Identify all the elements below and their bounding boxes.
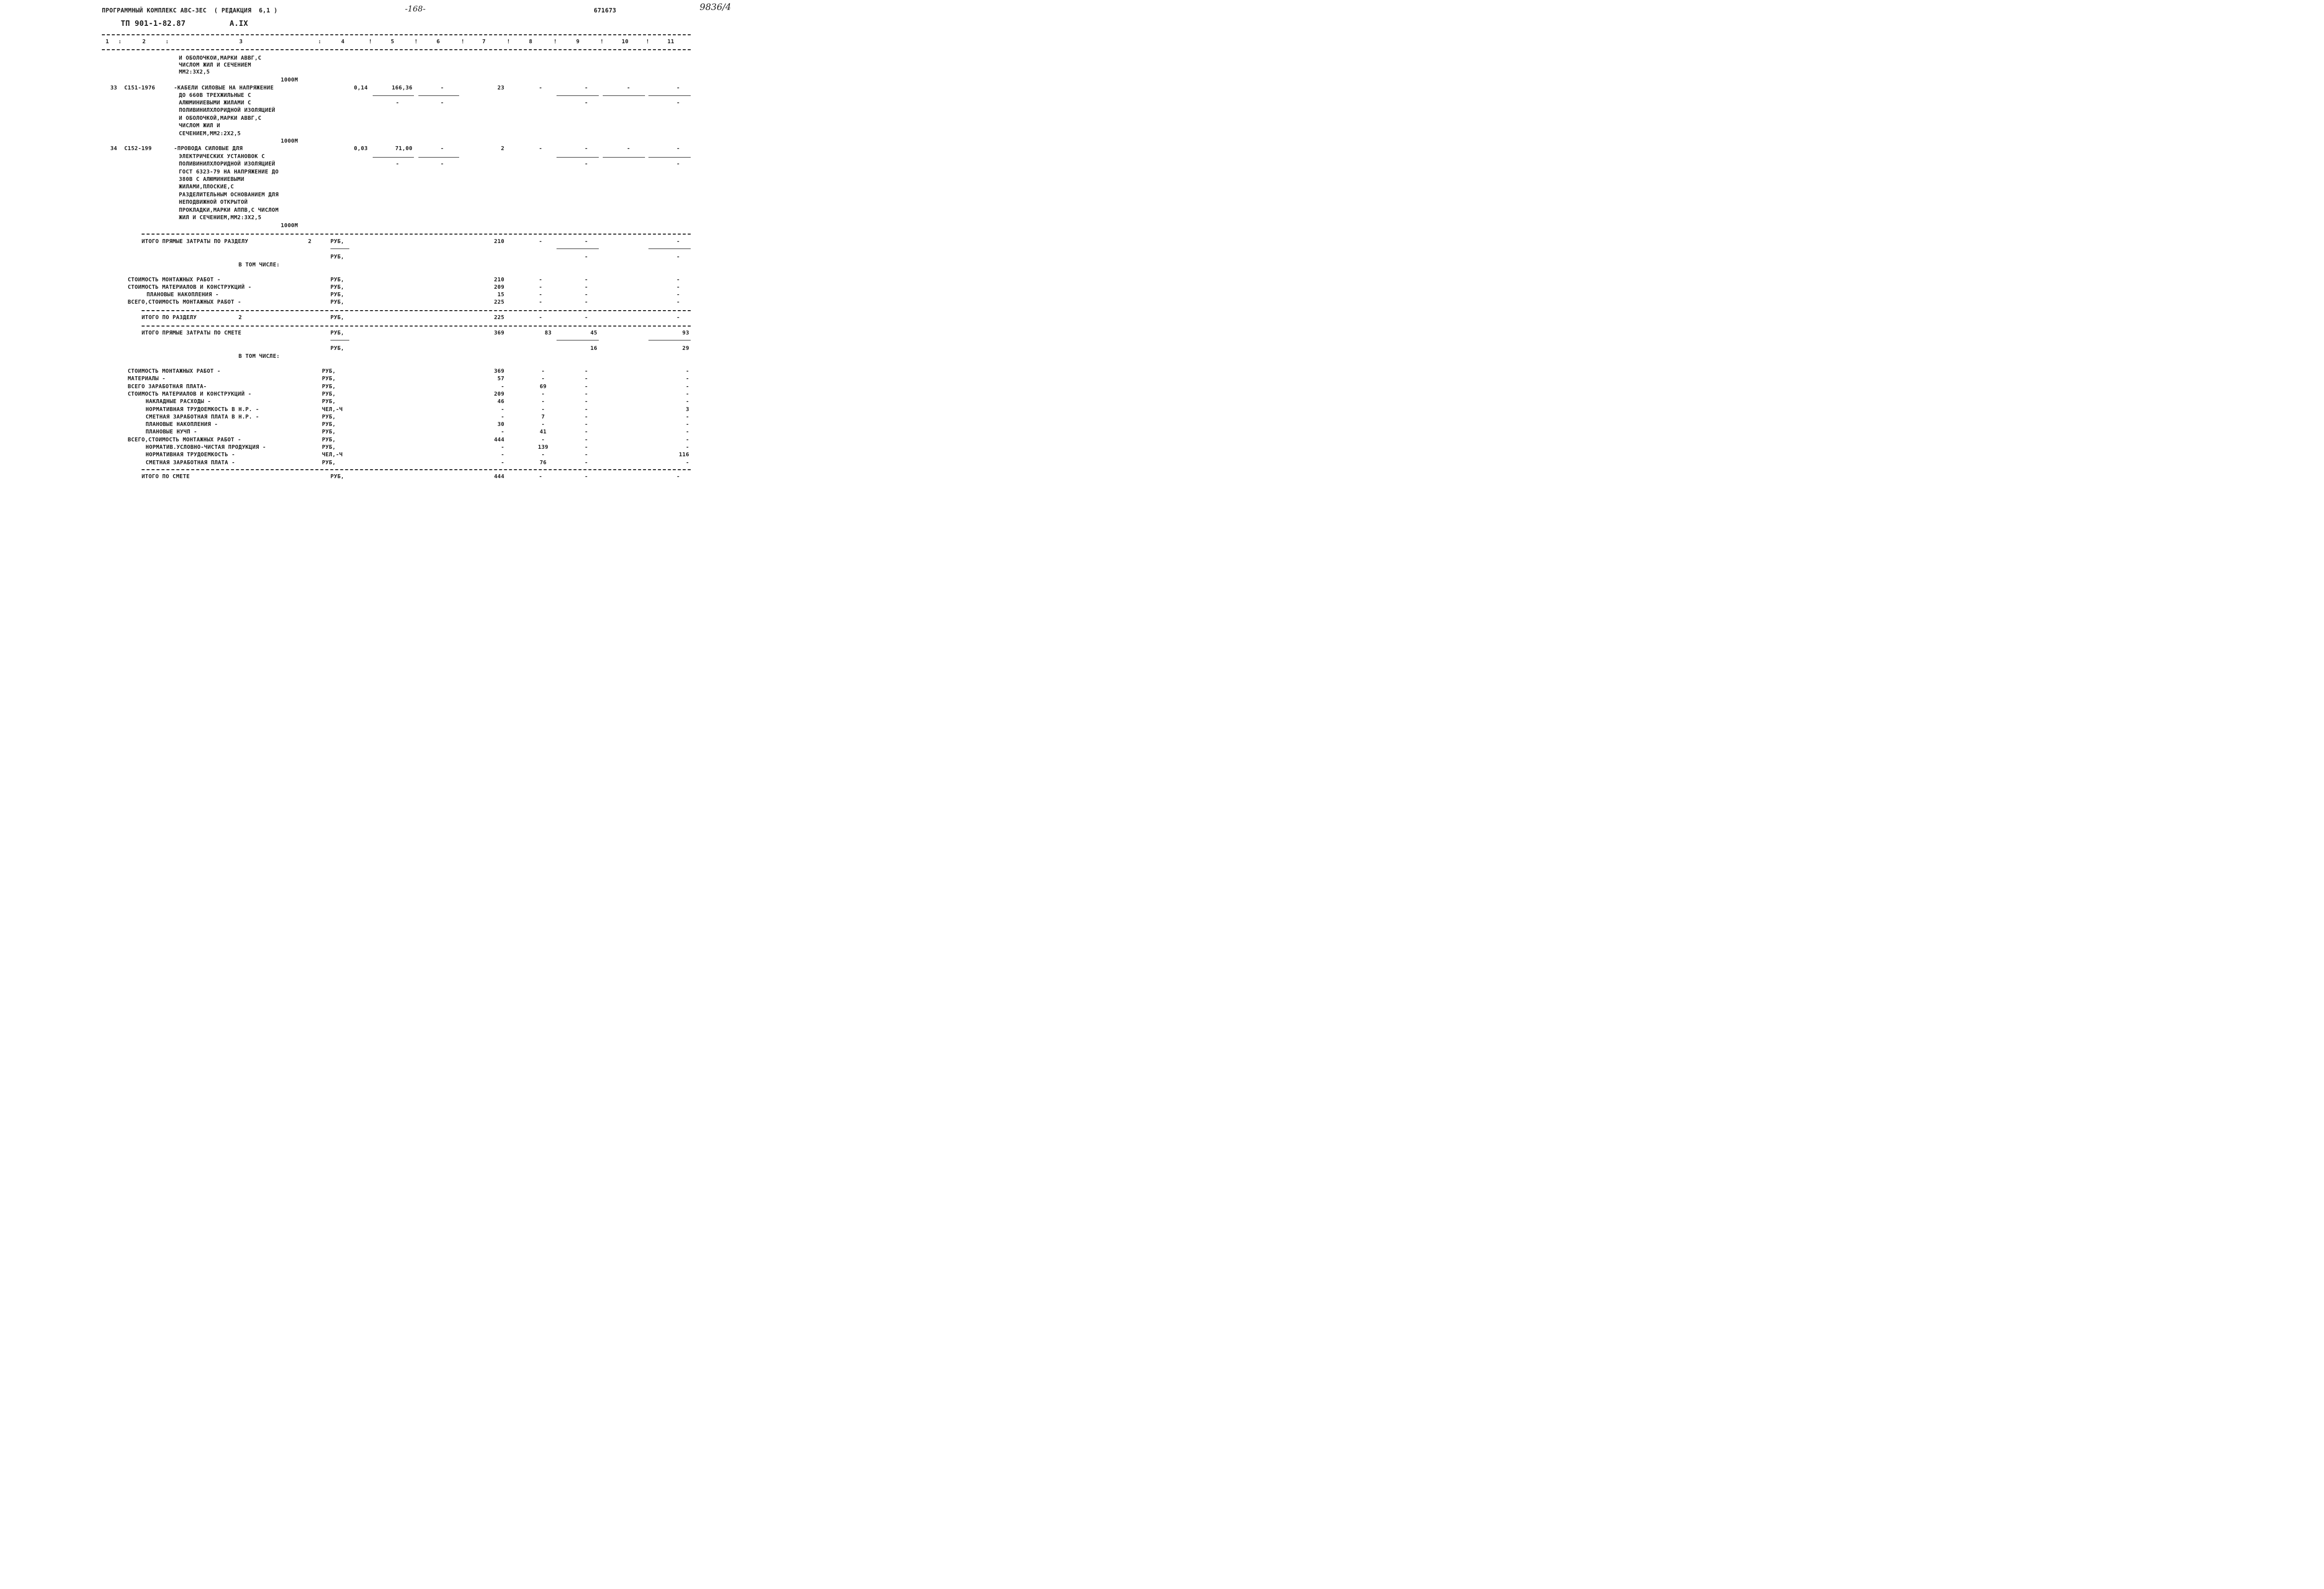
col-8-cell: - (539, 291, 543, 298)
col-sep: ! (414, 38, 418, 45)
col-7-cell: 225 (494, 314, 504, 321)
col-10-cell: - (627, 84, 631, 91)
col-9-sub-cell: - (584, 99, 588, 106)
col-2-header: 2 (142, 38, 146, 45)
col-7-cell: - (501, 459, 504, 466)
col-8-cell: - (539, 284, 543, 290)
cell-divider (418, 95, 459, 96)
handwritten-reference: 9836/4 (700, 2, 731, 12)
col-11-header: 11 (667, 38, 674, 45)
col-11-cell: 116 (679, 451, 689, 458)
breakdown-label: ПЛАНОВЫЕ НАКОПЛЕНИЯ - (147, 291, 219, 298)
col-1-header: 1 (105, 38, 109, 45)
section-total-rule (142, 310, 691, 311)
unit-cell: РУБ, (322, 398, 336, 405)
col-11-cell: - (676, 84, 680, 91)
col-11-cell: - (686, 375, 689, 382)
col-7-cell: 444 (494, 473, 504, 480)
col-3-header: 3 (239, 38, 243, 45)
col-sep: : (318, 38, 321, 45)
desc-line: СЕЧЕНИЕМ,ММ2:2Х2,5 (179, 130, 241, 137)
col-7-cell: 210 (494, 238, 504, 245)
col-8-cell: - (541, 421, 545, 427)
col-11-cell: - (676, 314, 680, 321)
col-sep: ! (369, 38, 372, 45)
col-9-cell: - (584, 473, 588, 480)
estimate-including-heading: В ТОМ ЧИСЛЕ: (239, 353, 280, 359)
col-9-cell: - (584, 383, 588, 390)
estimate-rule (142, 326, 691, 327)
col-11-cell: - (686, 444, 689, 450)
col-11-cell: - (686, 436, 689, 443)
header-rule-bottom (102, 49, 691, 50)
col-11-cell: - (686, 414, 689, 420)
breakdown-label: МАТЕРИАЛЫ - (128, 375, 166, 382)
col-8-cell: - (541, 391, 545, 397)
desc-line: ЧИСЛОМ ЖИЛ И (179, 122, 221, 129)
col-8-cell: - (539, 145, 543, 152)
section-including-heading: В ТОМ ЧИСЛЕ: (239, 261, 280, 268)
col-8-cell: 7 (541, 414, 545, 420)
unit-cell: РУБ, (322, 421, 336, 427)
col-7-cell: 15 (497, 291, 504, 298)
col-7-cell: - (501, 444, 504, 450)
breakdown-label: ВСЕГО ЗАРАБОТНАЯ ПЛАТА- (128, 383, 207, 390)
col-11-cell: - (676, 276, 680, 283)
col-7-cell: 444 (494, 436, 504, 443)
estimate-total-label: ИТОГО ПО СМЕТЕ (142, 473, 190, 480)
unit-cell: ЧЕЛ,-Ч (322, 406, 343, 413)
col-7-header: 7 (482, 38, 486, 45)
col-9-cell: - (584, 406, 588, 413)
col-4-header: 4 (341, 38, 345, 45)
section-number: 2 (308, 238, 312, 245)
col-5-sub-cell: - (396, 99, 400, 106)
section-rule (142, 234, 691, 235)
breakdown-label: ПЛАНОВЫЕ НУЧП - (146, 428, 197, 435)
cell-divider (648, 95, 691, 96)
col-6-header: 6 (436, 38, 440, 45)
col-8-header: 8 (529, 38, 533, 45)
breakdown-label: СМЕТНАЯ ЗАРАБОТНАЯ ПЛАТА В Н.Р. - (146, 414, 259, 420)
col-9-cell: - (584, 284, 588, 290)
col-6-sub-cell: - (440, 161, 444, 167)
col-separators: : (118, 38, 122, 45)
col-11-cell: - (676, 291, 680, 298)
unit-cell: РУБ, (330, 314, 344, 321)
col-6-cell: - (440, 84, 444, 91)
col-8-cell: - (539, 473, 543, 480)
item-number: 33 (110, 84, 117, 91)
col-11-cell: 3 (686, 406, 689, 413)
col-9-cell: - (584, 428, 588, 435)
desc-line: И ОБОЛОЧКОИ,МАРКИ АВВГ,С (179, 55, 262, 61)
section-direct-label: ИТОГО ПРЯМЫЕ ЗАТРАТЫ ПО РАЗДЕЛУ (142, 238, 248, 245)
album-number: А.IX (230, 19, 248, 28)
col-8-cell: - (541, 368, 545, 374)
col-8-cell: - (539, 238, 543, 245)
desc-line: ДО 660В ТРЕХЖИЛЬНЫЕ С (179, 92, 251, 98)
section-total-label: ИТОГО ПО РАЗДЕЛУ (142, 314, 197, 321)
col-11-cell: - (686, 383, 689, 390)
section-number: 2 (239, 314, 242, 321)
col-sep: ! (646, 38, 649, 45)
col-7-cell: - (501, 383, 504, 390)
col-11-cell: - (686, 368, 689, 374)
desc-line: 380В С АЛЮМИНИЕВЫМИ (179, 176, 244, 182)
breakdown-label: ПЛАНОВЫЕ НАКОПЛЕНИЯ - (146, 421, 218, 427)
col-9-cell: - (584, 451, 588, 458)
desc-line: ПОЛИВИНИЛХЛОРИДНОЙ ИЗОЛЯЦИЕЙ (179, 161, 275, 167)
desc-line: ПОЛИВИНИЛХЛОРИДНОЙ ИЗОЛЯЦИЕЙ (179, 107, 275, 113)
project-number: ТП 901-1-82.87 (121, 19, 186, 28)
unit-cell: РУБ, (322, 414, 336, 420)
unit-cell: ЧЕЛ,-Ч (322, 451, 343, 458)
col-5-cell: 71,00 (395, 145, 412, 152)
col-11-cell: - (686, 428, 689, 435)
col-9-cell: - (584, 391, 588, 397)
col-9-sub-cell: 16 (590, 345, 597, 351)
desc-unit: 1000М (281, 138, 298, 144)
item-code: С152-199 (124, 145, 152, 152)
desc-unit: 1000М (281, 222, 298, 229)
col-7-cell: 30 (497, 421, 504, 427)
desc-line: ЭЛЕКТРИЧЕСКИХ УСТАНОВОК С (179, 153, 265, 160)
cell-divider (648, 157, 691, 158)
col-9-cell: - (584, 291, 588, 298)
col-11-cell: - (676, 145, 680, 152)
col-6-sub-cell: - (440, 99, 444, 106)
col-8-cell: 76 (540, 459, 547, 466)
col-11-cell: - (686, 459, 689, 466)
col-6-cell: - (440, 145, 444, 152)
estimate-direct-label: ИТОГО ПРЯМЫЕ ЗАТРАТЫ ПО СМЕТЕ (142, 330, 241, 336)
col-8-cell: - (539, 84, 543, 91)
col-9-cell: - (584, 145, 588, 152)
estimate-total-rule (142, 469, 691, 470)
col-7-cell: 57 (497, 375, 504, 382)
cell-divider (557, 95, 599, 96)
desc-line: -ПРОВОДА СИЛОВЫЕ ДЛЯ (174, 145, 243, 152)
breakdown-label: СТОИМОСТЬ МОНТАЖНЫХ РАБОТ - (128, 276, 221, 283)
desc-line: ЧИСЛОМ ЖИЛ И СЕЧЕНИЕМ (179, 62, 251, 68)
col-7-cell: 209 (494, 284, 504, 290)
quantity-cell: 0,03 (354, 145, 368, 152)
col-7-cell: - (501, 428, 504, 435)
col-8-cell: - (539, 299, 543, 305)
col-11-cell: - (676, 238, 680, 245)
col-8-cell: - (539, 276, 543, 283)
unit-cell: РУБ, (322, 436, 336, 443)
col-7-cell: 2 (501, 145, 504, 152)
desc-line: ГОСТ 6323-79 НА НАПРЯЖЕНИЕ ДО (179, 168, 279, 175)
unit-cell: РУБ, (330, 291, 344, 298)
col-11-sub-cell: 29 (682, 345, 689, 351)
unit-cell: РУБ, (322, 375, 336, 382)
col-sep: : (165, 38, 169, 45)
col-8-cell: - (541, 436, 545, 443)
col-7-cell: 23 (497, 84, 504, 91)
unit-cell: РУБ, (322, 459, 336, 466)
unit-cell: РУБ, (322, 368, 336, 374)
col-8-cell: - (541, 406, 545, 413)
unit-cell: РУБ, (322, 444, 336, 450)
col-11-cell: - (686, 398, 689, 405)
col-5-header: 5 (391, 38, 395, 45)
program-header: ПРОГРАММНЫЙ КОМПЛЕКС АВС-3ЕС ( РЕДАКЦИЯ 6,1 ) (102, 7, 278, 14)
cell-divider (373, 95, 414, 96)
breakdown-label: ВСЕГО,СТОИМОСТЬ МОНТАЖНЫХ РАБОТ - (128, 436, 241, 443)
col-sep: ! (554, 38, 557, 45)
cell-divider (557, 157, 599, 158)
col-7-cell: - (501, 414, 504, 420)
col-11-cell: - (676, 473, 680, 480)
page-number: -168- (405, 4, 426, 13)
col-11-sub-cell: - (676, 161, 680, 167)
unit-cell: РУБ, (330, 330, 344, 336)
col-9-cell: - (584, 414, 588, 420)
col-9-cell: - (584, 368, 588, 374)
breakdown-label: НОРМАТИВНАЯ ТРУДОЕМКОСТЬ - (146, 451, 235, 458)
col-7-cell: - (501, 406, 504, 413)
col-9-cell: - (584, 238, 588, 245)
desc-line: НЕПОДВИЖНОЙ ОТКРЫТОЙ (179, 199, 248, 205)
cell-divider (373, 157, 414, 158)
breakdown-label: СТОИМОСТЬ МАТЕРИАЛОВ И КОНСТРУКЦИЙ - (128, 284, 252, 290)
col-7-cell: 210 (494, 276, 504, 283)
col-11-cell: - (686, 391, 689, 397)
col-8-cell: 83 (545, 330, 552, 336)
breakdown-label: НОРМАТИВ.УСЛОВНО-ЧИСТАЯ ПРОДУКЦИЯ - (146, 444, 266, 450)
breakdown-label: ВСЕГО,СТОИМОСТЬ МОНТАЖНЫХ РАБОТ - (128, 299, 241, 305)
col-10-header: 10 (622, 38, 629, 45)
col-9-cell: - (584, 436, 588, 443)
col-5-sub-cell: - (396, 161, 400, 167)
breakdown-label: НАКЛАДНЫЕ РАСХОДЫ - (146, 398, 211, 405)
cell-divider (418, 157, 459, 158)
col-11-sub-cell: - (676, 253, 680, 260)
unit-cell: РУБ, (330, 345, 344, 351)
document-code: 671673 (594, 7, 617, 14)
col-7-cell: 209 (494, 391, 504, 397)
breakdown-label: СТОИМОСТЬ МАТЕРИАЛОВ И КОНСТРУКЦИЙ - (128, 391, 252, 397)
breakdown-label: СМЕТНАЯ ЗАРАБОТНАЯ ПЛАТА - (146, 459, 235, 466)
col-10-cell: - (627, 145, 631, 152)
col-7-cell: 369 (494, 368, 504, 374)
col-9-sub-cell: - (584, 253, 588, 260)
header-rule-top (102, 34, 691, 35)
unit-cell: РУБ, (330, 284, 344, 290)
col-9-cell: - (584, 84, 588, 91)
unit-cell: РУБ, (330, 473, 344, 480)
unit-cell: РУБ, (322, 391, 336, 397)
breakdown-label: НОРМАТИВНАЯ ТРУДОЕМКОСТЬ В Н.Р. - (146, 406, 259, 413)
col-sep: ! (600, 38, 604, 45)
unit-cell: РУБ, (322, 428, 336, 435)
desc-line: ММ2:3Х2,5 (179, 69, 210, 75)
unit-cell: РУБ, (322, 383, 336, 390)
col-9-cell: - (584, 398, 588, 405)
col-9-header: 9 (576, 38, 580, 45)
col-9-cell: - (584, 276, 588, 283)
desc-line: ЖИЛАМИ,ПЛОСКИЕ,С (179, 183, 234, 190)
col-5-cell: 166,36 (392, 84, 412, 91)
col-8-cell: - (541, 451, 545, 458)
unit-cell: РУБ, (330, 253, 344, 260)
item-code: С151-1976 (124, 84, 156, 91)
unit-cell: РУБ, (330, 238, 344, 245)
col-7-cell: 46 (497, 398, 504, 405)
col-sep: ! (461, 38, 465, 45)
desc-unit: 1000М (281, 77, 298, 83)
col-7-cell: 369 (494, 330, 504, 336)
col-11-cell: - (676, 299, 680, 305)
col-9-cell: - (584, 444, 588, 450)
col-8-cell: 69 (540, 383, 547, 390)
item-number: 34 (110, 145, 117, 152)
col-9-cell: 45 (590, 330, 597, 336)
desc-line: И ОБОЛОЧКОЙ,МАРКИ АВВГ,С (179, 115, 262, 121)
col-11-cell: - (686, 421, 689, 427)
col-11-cell: - (676, 284, 680, 290)
col-8-cell: 139 (538, 444, 549, 450)
col-8-cell: - (541, 398, 545, 405)
col-9-sub-cell: - (584, 161, 588, 167)
col-9-cell: - (584, 314, 588, 321)
unit-cell: РУБ, (330, 299, 344, 305)
col-9-cell: - (584, 459, 588, 466)
col-9-cell: - (584, 375, 588, 382)
col-7-cell: - (501, 451, 504, 458)
col-7-cell: 225 (494, 299, 504, 305)
col-sep: ! (507, 38, 510, 45)
cell-divider (603, 157, 645, 158)
desc-line: -КАБЕЛИ СИЛОВЫЕ НА НАПРЯЖЕНИЕ (174, 84, 274, 91)
col-8-cell: - (541, 375, 545, 382)
col-8-cell: 41 (540, 428, 547, 435)
unit-cell: РУБ, (330, 276, 344, 283)
col-9-cell: - (584, 299, 588, 305)
desc-line: РАЗДЕЛИТЕЛЬНЫМ ОСНОВАНИЕМ ДЛЯ (179, 191, 279, 198)
quantity-cell: 0,14 (354, 84, 368, 91)
col-11-cell: 93 (682, 330, 689, 336)
desc-line: ЖИЛ И СЕЧЕНИЕМ,ММ2:3Х2,5 (179, 214, 262, 221)
desc-line: АЛЮМИНИЕВЫМИ ЖИЛАМИ С (179, 99, 251, 106)
breakdown-label: СТОИМОСТЬ МОНТАЖНЫХ РАБОТ - (128, 368, 221, 374)
desc-line: ПРОКЛАДКИ,МАРКИ АППВ,С ЧИСЛОМ (179, 207, 279, 213)
col-11-sub-cell: - (676, 99, 680, 106)
col-8-cell: - (539, 314, 543, 321)
cell-divider (603, 95, 645, 96)
col-9-cell: - (584, 421, 588, 427)
